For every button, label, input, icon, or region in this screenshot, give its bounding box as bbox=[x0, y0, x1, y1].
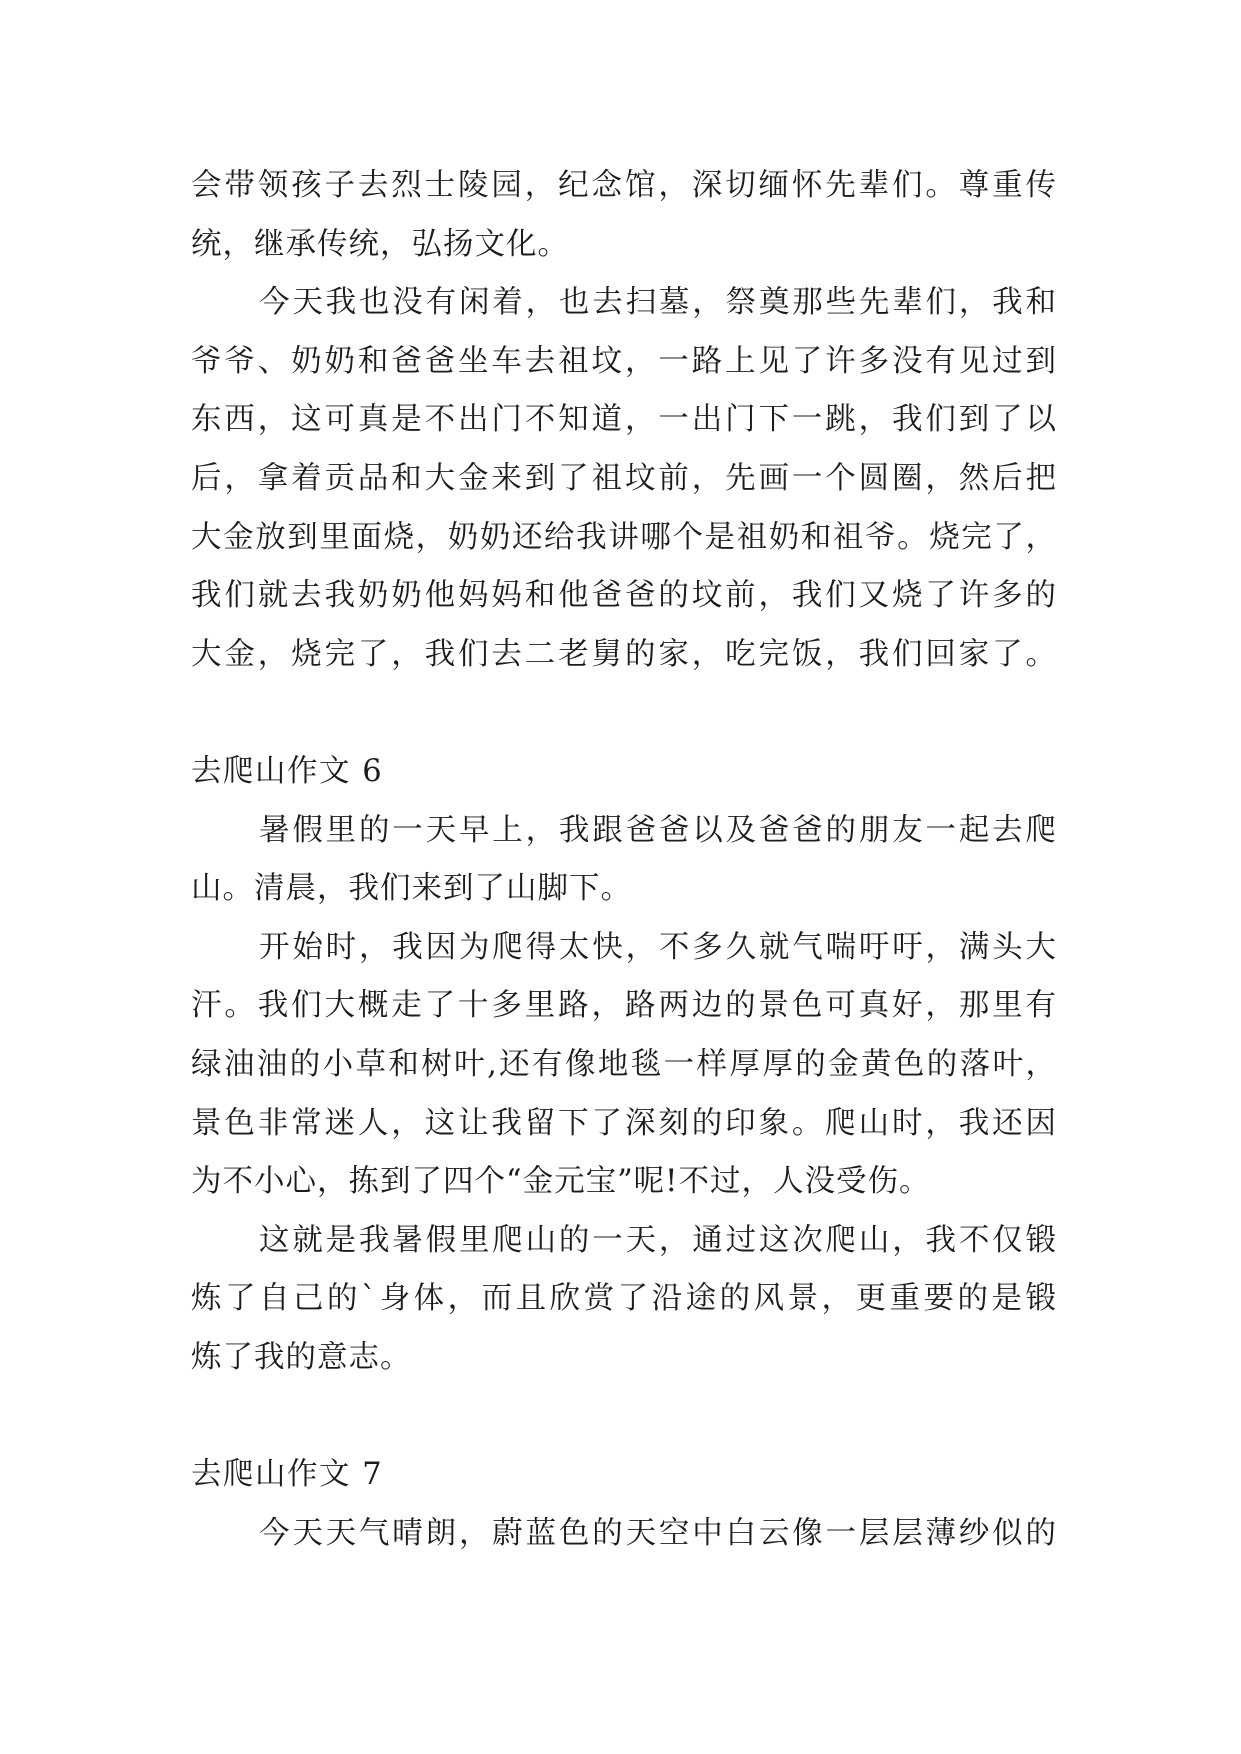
paragraph-line: 东西，这可真是不出门不知道，一出门下一跳，我们到了以 bbox=[191, 402, 1057, 438]
paragraph-line: 景色非常迷人，这让我留下了深刻的印象。爬山时，我还因 bbox=[191, 1105, 1057, 1141]
paragraph bbox=[191, 1212, 1057, 1388]
paragraph-line: 为不小心，拣到了四个“金元宝”呢!不过，人没受伤。 bbox=[191, 1164, 931, 1200]
paragraph-line: 这就是我暑假里爬山的一天，通过这次爬山，我不仅锻 bbox=[259, 1222, 1057, 1258]
section-spacer bbox=[191, 1387, 1057, 1446]
paragraph-line: 炼了我的意志。 bbox=[191, 1339, 412, 1375]
essay-section bbox=[191, 743, 1057, 1388]
paragraph-line: 汗。我们大概走了十多里路，路两边的景色可真好，那里有 bbox=[191, 988, 1057, 1024]
section-spacer bbox=[191, 684, 1057, 743]
paragraph-line: 后，拿着贡品和大金来到了祖坟前，先画一个圆圈，然后把 bbox=[191, 460, 1057, 496]
section-heading: 去爬山作文 7 bbox=[191, 1457, 384, 1493]
paragraph-line: 爷爷、奶奶和爸爸坐车去祖坟，一路上见了许多没有见过到 bbox=[191, 343, 1057, 379]
paragraph-line: 大金，烧完了，我们去二老舅的家，吃完饭，我们回家了。 bbox=[191, 636, 1057, 672]
paragraph-line: 山。清晨，我们来到了山脚下。 bbox=[191, 871, 632, 907]
paragraph-line: 炼了自己的`身体，而且欣赏了沿途的风景，更重要的是锻 bbox=[191, 1281, 1057, 1317]
paragraph-line: 暑假里的一天早上，我跟爸爸以及爸爸的朋友一起去爬 bbox=[259, 812, 1057, 848]
paragraph bbox=[191, 1505, 1057, 1564]
paragraph-line: 今天天气晴朗，蔚蓝色的天空中白云像一层层薄纱似的 bbox=[259, 1515, 1057, 1551]
paragraph bbox=[191, 802, 1057, 919]
paragraph-line: 统，继承传统，弘扬文化。 bbox=[191, 226, 569, 262]
essay-section bbox=[191, 1446, 1057, 1563]
paragraph-line: 会带领孩子去烈士陵园，纪念馆，深切缅怀先辈们。尊重传 bbox=[191, 168, 1057, 203]
section-heading: 去爬山作文 6 bbox=[191, 753, 384, 789]
paragraph bbox=[191, 919, 1057, 1212]
paragraph-line: 大金放到里面烧，奶奶还给我讲哪个是祖奶和祖爷。烧完了， bbox=[191, 519, 1057, 555]
paragraph-line: 今天我也没有闲着，也去扫墓，祭奠那些先辈们，我和 bbox=[259, 285, 1057, 321]
document-body bbox=[191, 157, 1057, 1563]
paragraph-line: 开始时，我因为爬得太快，不多久就气喘吁吁，满头大 bbox=[259, 929, 1057, 965]
paragraph bbox=[191, 274, 1057, 684]
paragraph-line: 我们就去我奶奶他妈妈和他爸爸的坟前，我们又烧了许多的 bbox=[191, 578, 1057, 614]
paragraph bbox=[191, 157, 1057, 274]
paragraph-line: 绿油油的小草和树叶,还有像地毯一样厚厚的金黄色的落叶， bbox=[191, 1046, 1057, 1082]
